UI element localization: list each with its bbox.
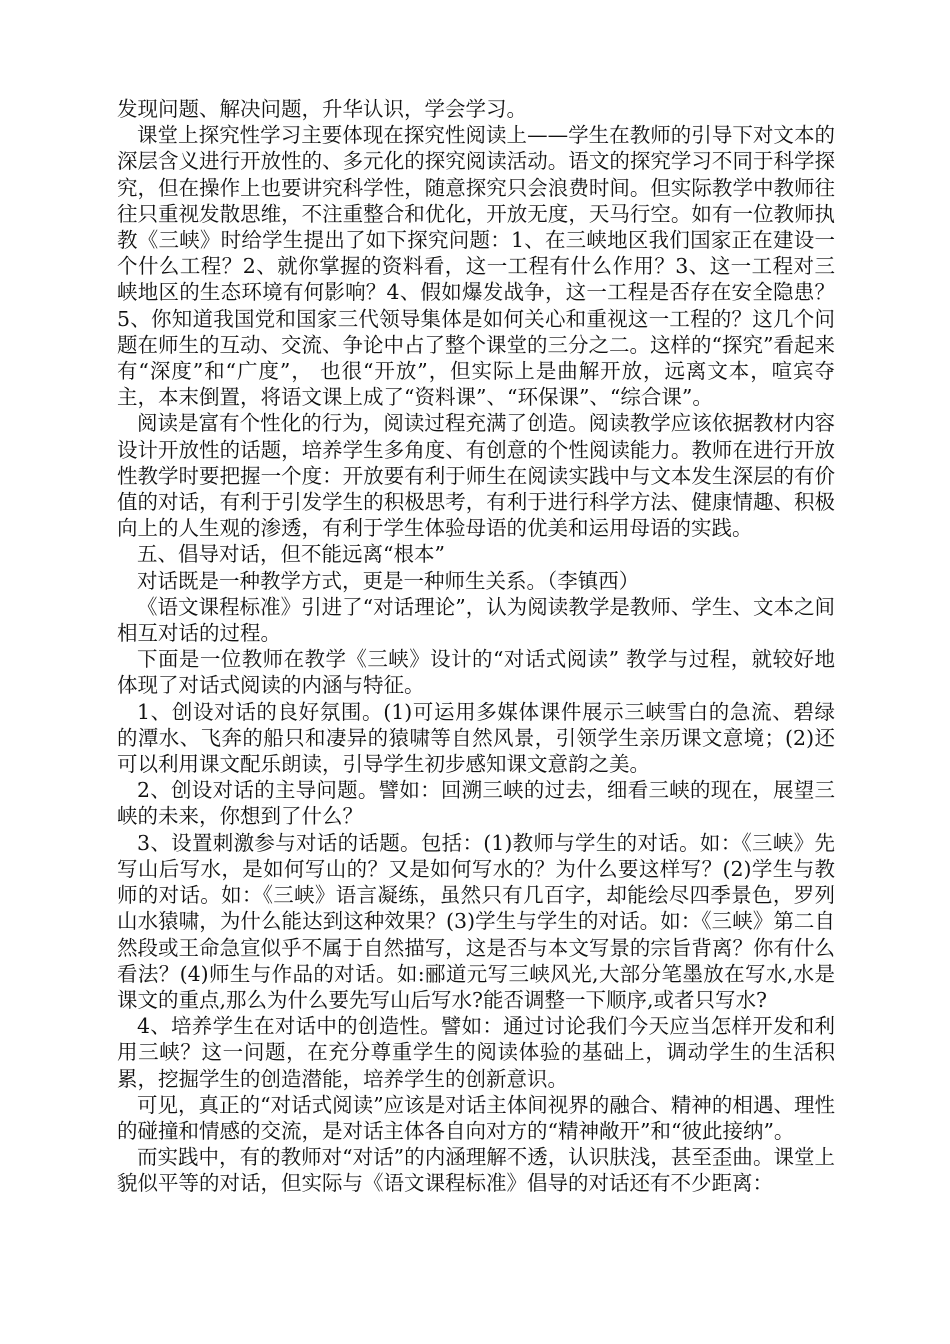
paragraph-13: 而实践中，有的教师对“对话”的内涵理解不透，认识肤浅，甚至歪曲。课堂上貌似平等的对话，但实际与《语文课程标准》倡导的对话还有不少距离： [117,1145,835,1196]
paragraph-2: 课堂上探究性学习主要体现在探究性阅读上——学生在教师的引导下对文本的深层含义进行开放性的、多元化的探究阅读活动。语文的探究学习不同于科学探究，但在操作上也要讲究科学性，随意探究只会浪费时间。但实际教学中教师往往只重视发散思维，不注重整合和优化，开放无度，天马行空。如有一位教师执教《三峡》时给学生提出了如下探究问题：1、在三峡地区我们国家正在建设一个什么工程？2、就你掌握的资料看，这一工程有什么作用？3、这一工程对三峡地区的生态环境有何影响？4、假如爆发战争，这一工程是否存在安全隐患？5、你知道我国党和国家三代领导集体是如何关心和重视这一工程的？这几个问题在师生的互动、交流、争论中占了整个课堂的三分之二。这样的“探究”看起来有“深度”和“广度”， 也很“开放”，但实际上是曲解开放，远离文本，喧宾夺主，本末倒置，将语文课上成了“资料课”、“环保课”、“综合课”。 [117,123,835,410]
list-item-1: 1、创设对话的良好氛围。(1)可运用多媒体课件展示三峡雪白的急流、碧绿的潭水、飞奔的船只和凄异的猿啸等自然风景，引领学生亲历课文意境；(2)还可以利用课文配乐朗读，引导学生初步感知课文意韵之美。 [117,699,835,777]
list-item-4: 4、培养学生在对话中的创造性。譬如：通过讨论我们今天应当怎样开发和利用三峡？这一问题，在充分尊重学生的阅读体验的基础上，调动学生的生活积累，挖掘学生的创造潜能，培养学生的创新意识。 [117,1014,835,1091]
list-item-2: 2、创设对话的主导问题。譬如：回溯三峡的过去，细看三峡的现在，展望三峡的未来，你想到了什么？ [117,778,835,829]
paragraph-quote: 对话既是一种教学方式，更是一种师生关系。（李镇西） [137,568,640,593]
paragraph-1: 发现问题、解决问题，升华认识，学会学习。 [117,97,527,121]
list-item-3: 3、设置刺激参与对话的话题。包括：(1)教师与学生的对话。如：《三峡》先写山后写水，是如何写山的？又是如何写水的？为什么要这样写？(2)学生与教师的对话。如：《三峡》语言凝练，虽然只有几百字，却能绘尽四季景色，罗列山水猿啸，为什么能达到这种效果？(3)学生与学生的对话。如：《三峡》第二自然段或王命急宣似乎不属于自然描写，这是否与本文写景的宗旨背离？你有什么看法？(4)师生与作品的对话。如:郦道元写三峡风光,大部分笔墨放在写水,水是课文的重点,那么为什么要先写山后写水?能否调整一下顺序,或者只写水? [117,830,835,1012]
paragraph-3: 阅读是富有个性化的行为，阅读过程充满了创造。阅读教学应该依据教材内容设计开放性的话题，培养学生多角度、有创意的个性阅读能力。教师在进行开放性教学时要把握一个度：开放要有利于师生在阅读实践中与文本发生深层的有价值的对话，有利于引发学生的积极思考，有利于进行科学方法、健康情趣、积极向上的人生观的渗透，有利于学生体验母语的优美和运用母语的实践。 [117,411,835,541]
paragraph-7: 下面是一位教师在教学《三峡》设计的“对话式阅读” 教学与过程，就较好地体现了对话式阅读的内涵与特征。 [117,647,835,698]
paragraph-6: 《语文课程标准》引进了“对话理论”，认为阅读教学是教师、学生、文本之间相互对话的过程。 [117,594,835,646]
document-body [117,96,835,1197]
section-heading-5: 五、倡导对话，但不能远离“根本” [137,542,445,567]
paragraph-12: 可见，真正的“对话式阅读”应该是对话主体间视界的融合、精神的相遇、理性的碰撞和情感的交流，是对话主体各自向对方的“精神敞开”和“彼此接纳”。 [117,1092,835,1143]
